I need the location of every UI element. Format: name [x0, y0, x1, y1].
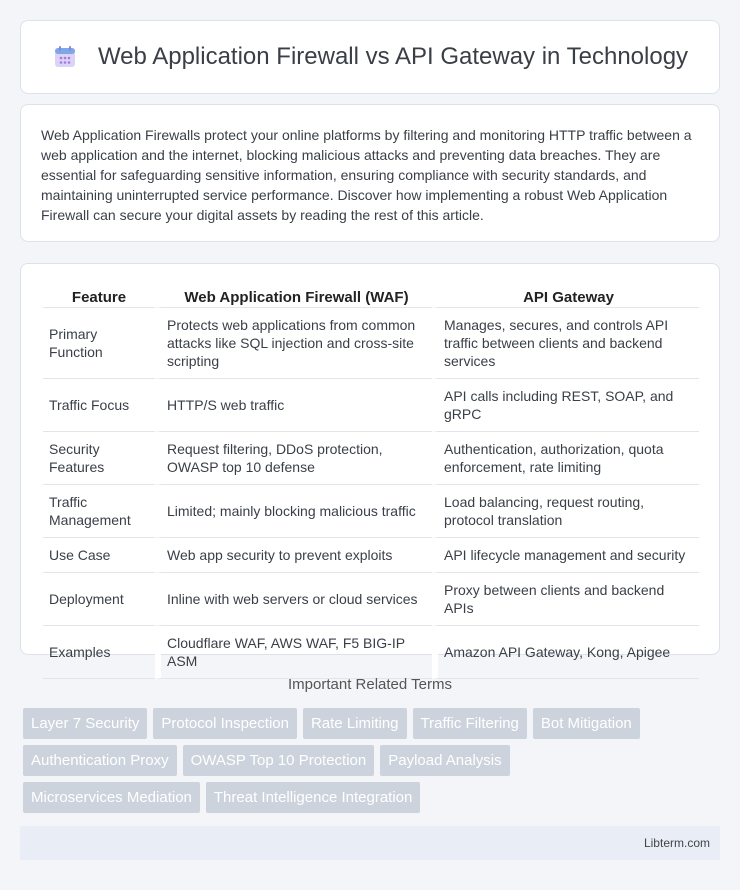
- intro-paragraph: Web Application Firewalls protect your online platforms by filtering and monitoring HTTP traffic between a web application and the internet, blocking malicious attacks and preventing data breaches. They are essential for safeguarding sensitive information, ensuring compliance with security standards, and maintaining uninterrupted service performance. Discover how implementing a robust Web Application Firewall can secure your digital assets by reading the rest of this article.: [41, 127, 692, 223]
- table-row: [43, 485, 699, 538]
- table-row: [43, 379, 699, 432]
- title-card: [20, 20, 720, 94]
- tag-threat-intelligence-integration[interactable]: Threat Intelligence Integration: [206, 782, 420, 813]
- row-api-gateway: Amazon API Gateway, Kong, Apigee: [432, 626, 699, 679]
- table-row: [43, 432, 699, 485]
- row-api-gateway: Manages, secures, and controls API traffic between clients and backend services: [432, 308, 699, 379]
- header-feature: Feature: [43, 284, 155, 308]
- row-api-gateway: Authentication, authorization, quota enforcement, rate limiting: [432, 432, 699, 485]
- table-row: [43, 626, 699, 679]
- tag-owasp-top-10-protection[interactable]: OWASP Top 10 Protection: [183, 745, 375, 776]
- row-waf: Request filtering, DDoS protection, OWASP top 10 defense: [155, 432, 432, 485]
- tag-row: [23, 782, 723, 813]
- row-api-gateway: API calls including REST, SOAP, and gRPC: [432, 379, 699, 432]
- tag-row: [23, 745, 723, 776]
- tag-payload-analysis[interactable]: Payload Analysis: [380, 745, 509, 776]
- row-feature: Security Features: [43, 432, 155, 485]
- related-terms-tags: [23, 708, 723, 819]
- tag-authentication-proxy[interactable]: Authentication Proxy: [23, 745, 177, 776]
- tag-layer-7-security[interactable]: Layer 7 Security: [23, 708, 147, 739]
- row-waf: Web app security to prevent exploits: [155, 538, 432, 573]
- row-waf: Limited; mainly blocking malicious traffic: [155, 485, 432, 538]
- page-title: Web Application Firewall vs API Gateway in Technology: [97, 43, 689, 70]
- table-row: [43, 573, 699, 626]
- table-header-row: [43, 284, 699, 308]
- row-feature: Traffic Focus: [43, 379, 155, 432]
- comparison-table-card: [20, 263, 720, 669]
- tag-bot-mitigation[interactable]: Bot Mitigation: [533, 708, 640, 739]
- comparison-table: [43, 284, 699, 679]
- row-api-gateway: API lifecycle management and security: [432, 538, 699, 573]
- row-feature: Primary Function: [43, 308, 155, 379]
- row-waf: Cloudflare WAF, AWS WAF, F5 BIG-IP ASM: [155, 626, 432, 679]
- row-api-gateway: Proxy between clients and backend APIs: [432, 573, 699, 626]
- tag-row: [23, 708, 723, 739]
- footer-source: Libterm.com: [643, 836, 710, 850]
- row-waf: Protects web applications from common attacks like SQL injection and cross-site scripting: [155, 308, 432, 379]
- table-row: [43, 538, 699, 573]
- row-feature: Use Case: [43, 538, 155, 573]
- row-waf: HTTP/S web traffic: [155, 379, 432, 432]
- table-row: [43, 308, 699, 379]
- intro-card: [20, 104, 720, 242]
- row-feature: Traffic Management: [43, 485, 155, 538]
- tag-protocol-inspection[interactable]: Protocol Inspection: [153, 708, 297, 739]
- tag-rate-limiting[interactable]: Rate Limiting: [303, 708, 407, 739]
- tag-traffic-filtering[interactable]: Traffic Filtering: [413, 708, 527, 739]
- row-feature: Deployment: [43, 573, 155, 626]
- header-api-gateway: API Gateway: [432, 284, 699, 308]
- row-feature: Examples: [43, 626, 155, 679]
- related-terms-heading: Important Related Terms: [288, 676, 452, 693]
- header-waf: Web Application Firewall (WAF): [155, 284, 432, 308]
- calendar-icon: [52, 44, 78, 70]
- row-api-gateway: Load balancing, request routing, protocol translation: [432, 485, 699, 538]
- row-waf: Inline with web servers or cloud services: [155, 573, 432, 626]
- footer-bar: [20, 826, 720, 860]
- tag-microservices-mediation[interactable]: Microservices Mediation: [23, 782, 200, 813]
